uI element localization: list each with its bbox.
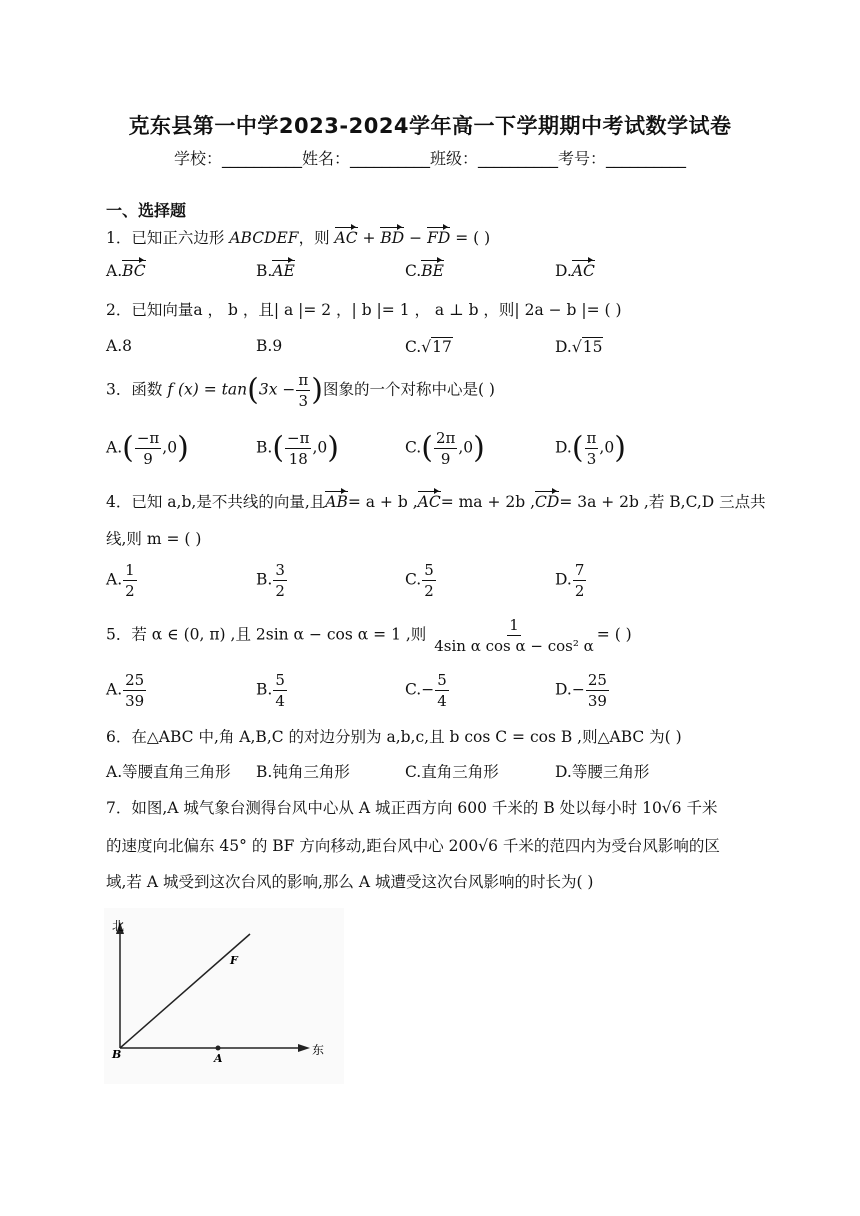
question-6: 6．在△ABC 中,角 A,B,C 的对边分别为 a,b,c,且 b cos C = cos B ,则△ABC 为( ) (106, 728, 682, 746)
typhoon-figure (104, 908, 344, 1084)
east-arrow-icon (298, 1044, 310, 1052)
question-7-line1: 7．如图,A 城气象台测得台风中心从 A 城正西方向 600 千米的 B 处以每小时 10√6 千米 (106, 799, 718, 817)
q2-option-b: B.9 (256, 337, 283, 355)
exam-title: 克东县第一中学2023-2024学年高一下学期期中考试数学试卷 (128, 114, 732, 138)
q1-option-a: A.BC (106, 262, 146, 280)
north-label: 北 (112, 919, 125, 933)
point-a (216, 1046, 221, 1051)
student-info-line: 学校：__________姓名：__________班级：__________考号：__________ (173, 149, 686, 168)
east-label: 东 (312, 1043, 325, 1057)
q1-option-c: C.BE (405, 262, 444, 280)
q5-option-c: C.− $\frac{5}{4}$ (405, 671, 447, 710)
q4-option-a: A. $\frac{1}{2}$ (106, 561, 135, 600)
q1-option-d: D.AC (555, 262, 595, 280)
q3-option-a: A.( $\frac{-\pi}{9}$ ,0) (106, 429, 189, 468)
q5-option-b: B. $\frac{5}{4}$ (256, 671, 285, 710)
q2-option-d: D.√15 (555, 338, 603, 356)
q3-option-c: C.( $\frac{2\pi}{9}$ ,0) (405, 429, 485, 468)
a-label: A (214, 1052, 223, 1065)
q3-option-d: D.( $\frac{\pi}{3}$ ,0) (555, 429, 626, 468)
question-7-line3: 域,若 A 城受到这次台风的影响,那么 A 城遭受这次台风影响的时长为( ) (106, 873, 594, 891)
q6-option-a: A.等腰直角三角形 (106, 763, 231, 781)
q4-option-d: D. $\frac{7}{2}$ (555, 561, 585, 600)
q4-option-c: C. $\frac{5}{2}$ (405, 561, 434, 600)
bf-line (120, 934, 250, 1048)
question-5: 5．若 α ∈ (0, π) ,且 2sin α − cos α = 1 ,则 $\frac{1}{\text{4sin α cos α − cos² α}}$ = ( ) (106, 616, 632, 655)
question-4: 4．已知 a,b,是不共线的向量,且AB= a + b ,AC= ma + 2b ,CD= 3a + 2b ,若 B,C,D 三点共 (106, 493, 766, 511)
q6-option-b: B.钝角三角形 (256, 763, 350, 781)
q6-option-d: D.等腰三角形 (555, 763, 650, 781)
question-1: 1．已知正六边形 ABCDEF，则 AC + BD − FD = ( ) (106, 229, 491, 247)
q5-option-d: D.− $\frac{25}{39}$ (555, 671, 607, 710)
q4-option-b: B. $\frac{3}{2}$ (256, 561, 285, 600)
q3-option-b: B.( $\frac{-\pi}{18}$ ,0) (256, 429, 339, 468)
b-label: B (112, 1048, 122, 1061)
q5-option-a: A. $\frac{25}{39}$ (106, 671, 145, 710)
f-label: F (230, 954, 238, 967)
section-heading: 一、选择题 (106, 201, 187, 220)
typhoon-diagram (104, 908, 344, 1084)
q2-option-a: A.8 (106, 337, 132, 355)
question-2: 2．已知向量a ， b ，且| a |= 2 ，| b |= 1 ， a ⊥ b ，则| 2a − b |= ( ) (106, 301, 622, 319)
q2-option-c: C.√17 (405, 338, 452, 356)
q6-option-c: C.直角三角形 (405, 763, 499, 781)
question-3: 3．函数 f (x) = tan(3x − $\frac{\pi}{3}$ )图象的一个对称中心是( ) (106, 371, 495, 410)
question-7-line2: 的速度向北偏东 45° 的 BF 方向移动,距台风中心 200√6 千米的范四内为受台风影响的区 (106, 837, 720, 855)
question-4-line2: 线,则 m = ( ) (106, 530, 202, 548)
q1-option-b: B.AE (256, 262, 295, 280)
